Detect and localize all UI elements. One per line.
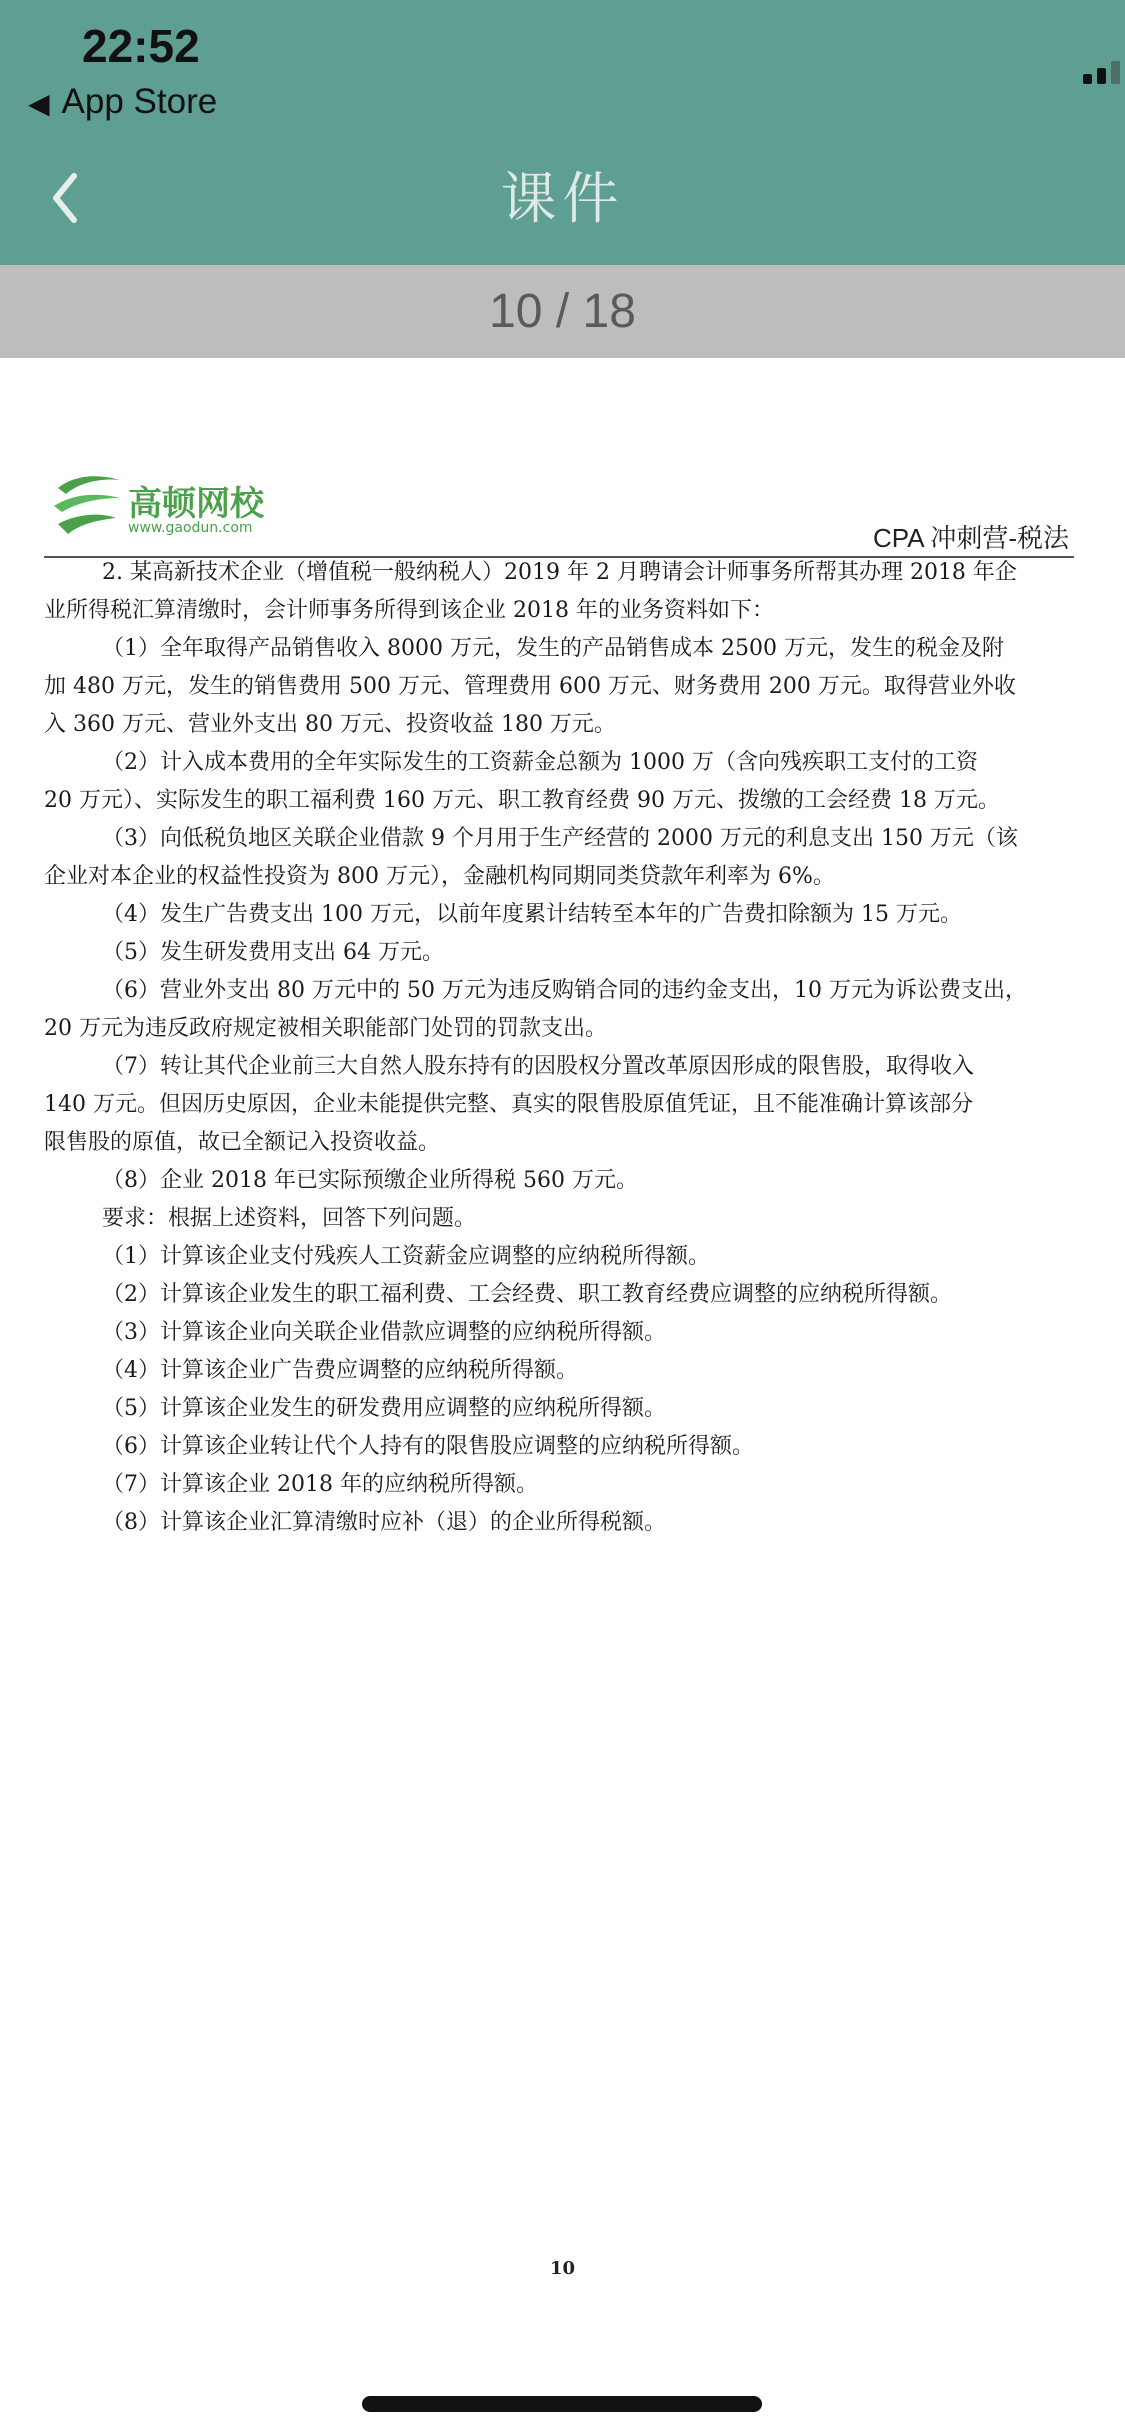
text-line: 140 万元。但因历史原因，企业未能提供完整、真实的限售股原值凭证，且不能准确计算该部分 — [44, 1092, 973, 1117]
back-triangle-icon: ◀ — [28, 88, 50, 119]
text-line: 业所得税汇算清缴时，会计师事务所得到该企业 2018 年的业务资料如下： — [44, 598, 774, 623]
status-time: 22:52 — [82, 20, 200, 72]
text-line: （3）计算该企业向关联企业借款应调整的应纳税所得额。 — [102, 1320, 666, 1345]
text-line: 限售股的原值，故已全额记入投资收益。 — [44, 1130, 441, 1155]
text-line: （5）计算该企业发生的研发费用应调整的应纳税所得额。 — [102, 1396, 666, 1421]
page-indicator: 10 / 18 — [0, 265, 1125, 358]
text-line: （2）计算该企业发生的职工福利费、工会经费、职工教育经费应调整的应纳税所得额。 — [102, 1282, 952, 1307]
document-page — [0, 358, 1125, 2436]
text-line: （8）企业 2018 年已实际预缴企业所得税 560 万元。 — [102, 1168, 638, 1193]
text-line: 20 万元）、实际发生的职工福利费 160 万元、职工教育经费 90 万元、拨缴的工会经费 18 万元。 — [44, 788, 1000, 813]
document-content — [44, 554, 1074, 1542]
home-indicator[interactable] — [362, 2396, 762, 2412]
text-line: 要求：根据上述资料，回答下列问题。 — [102, 1206, 477, 1231]
back-to-app-store[interactable] — [28, 80, 217, 124]
logo-swoosh-icon — [50, 468, 126, 542]
app-header — [0, 0, 1125, 265]
text-line: 企业对本企业的权益性投资为 800 万元），金融机构同期同类贷款年利率为 6%。 — [44, 864, 835, 889]
text-line: （7）计算该企业 2018 年的应纳税所得额。 — [102, 1472, 538, 1497]
text-line: （1）全年取得产品销售收入 8000 万元，发生的产品销售成本 2500 万元，发生的税金及附 — [102, 636, 1004, 661]
text-line: （5）发生研发费用支出 64 万元。 — [102, 940, 444, 965]
logo-url: www.gaodun.com — [128, 520, 253, 536]
page-title: 课件 — [500, 167, 625, 232]
text-line: （6）营业外支出 80 万元中的 50 万元为违反购销合同的违约金支出，10 万元为诉讼费支出， — [102, 978, 1027, 1003]
text-line: （4）发生广告费支出 100 万元，以前年度累计结转至本年的广告费扣除额为 15 万元。 — [102, 902, 962, 927]
text-line: 加 480 万元，发生的销售费用 500 万元、管理费用 600 万元、财务费用 200 万元。取得营业外收 — [44, 674, 1016, 699]
text-line: （4）计算该企业广告费应调整的应纳税所得额。 — [102, 1358, 578, 1383]
text-line: 入 360 万元、营业外支出 80 万元、投资收益 180 万元。 — [44, 712, 616, 737]
text-line: （2）计入成本费用的全年实际发生的工资薪金总额为 1000 万（含向残疾职工支付的工资 — [102, 750, 978, 775]
back-app-label: App Store — [61, 82, 218, 121]
cellular-signal-icon — [1083, 50, 1125, 86]
logo-name: 高顿网校 — [128, 484, 264, 524]
text-line: （1）计算该企业支付残疾人工资薪金应调整的应纳税所得额。 — [102, 1244, 710, 1269]
text-line: 20 万元为违反政府规定被相关职能部门处罚的罚款支出。 — [44, 1016, 607, 1041]
doc-header-title: CPA 冲刺营-税法 — [873, 523, 1069, 553]
text-line: （8）计算该企业汇算清缴时应补（退）的企业所得税额。 — [102, 1510, 666, 1535]
text-line: 2. 某高新技术企业（增值税一般纳税人）2019 年 2 月聘请会计师事务所帮其办理 2018 年企 — [102, 560, 1017, 585]
gaodun-logo — [50, 468, 270, 548]
text-line: （3）向低税负地区关联企业借款 9 个月用于生产经营的 2000 万元的利息支出 150 万元（该 — [102, 826, 1018, 851]
text-line: （7）转让其代企业前三大自然人股东持有的因股权分置改革原因形成的限售股，取得收入 — [102, 1054, 975, 1079]
page-number: 10 — [549, 2258, 576, 2279]
text-line: （6）计算该企业转让代个人持有的限售股应调整的应纳税所得额。 — [102, 1434, 754, 1459]
